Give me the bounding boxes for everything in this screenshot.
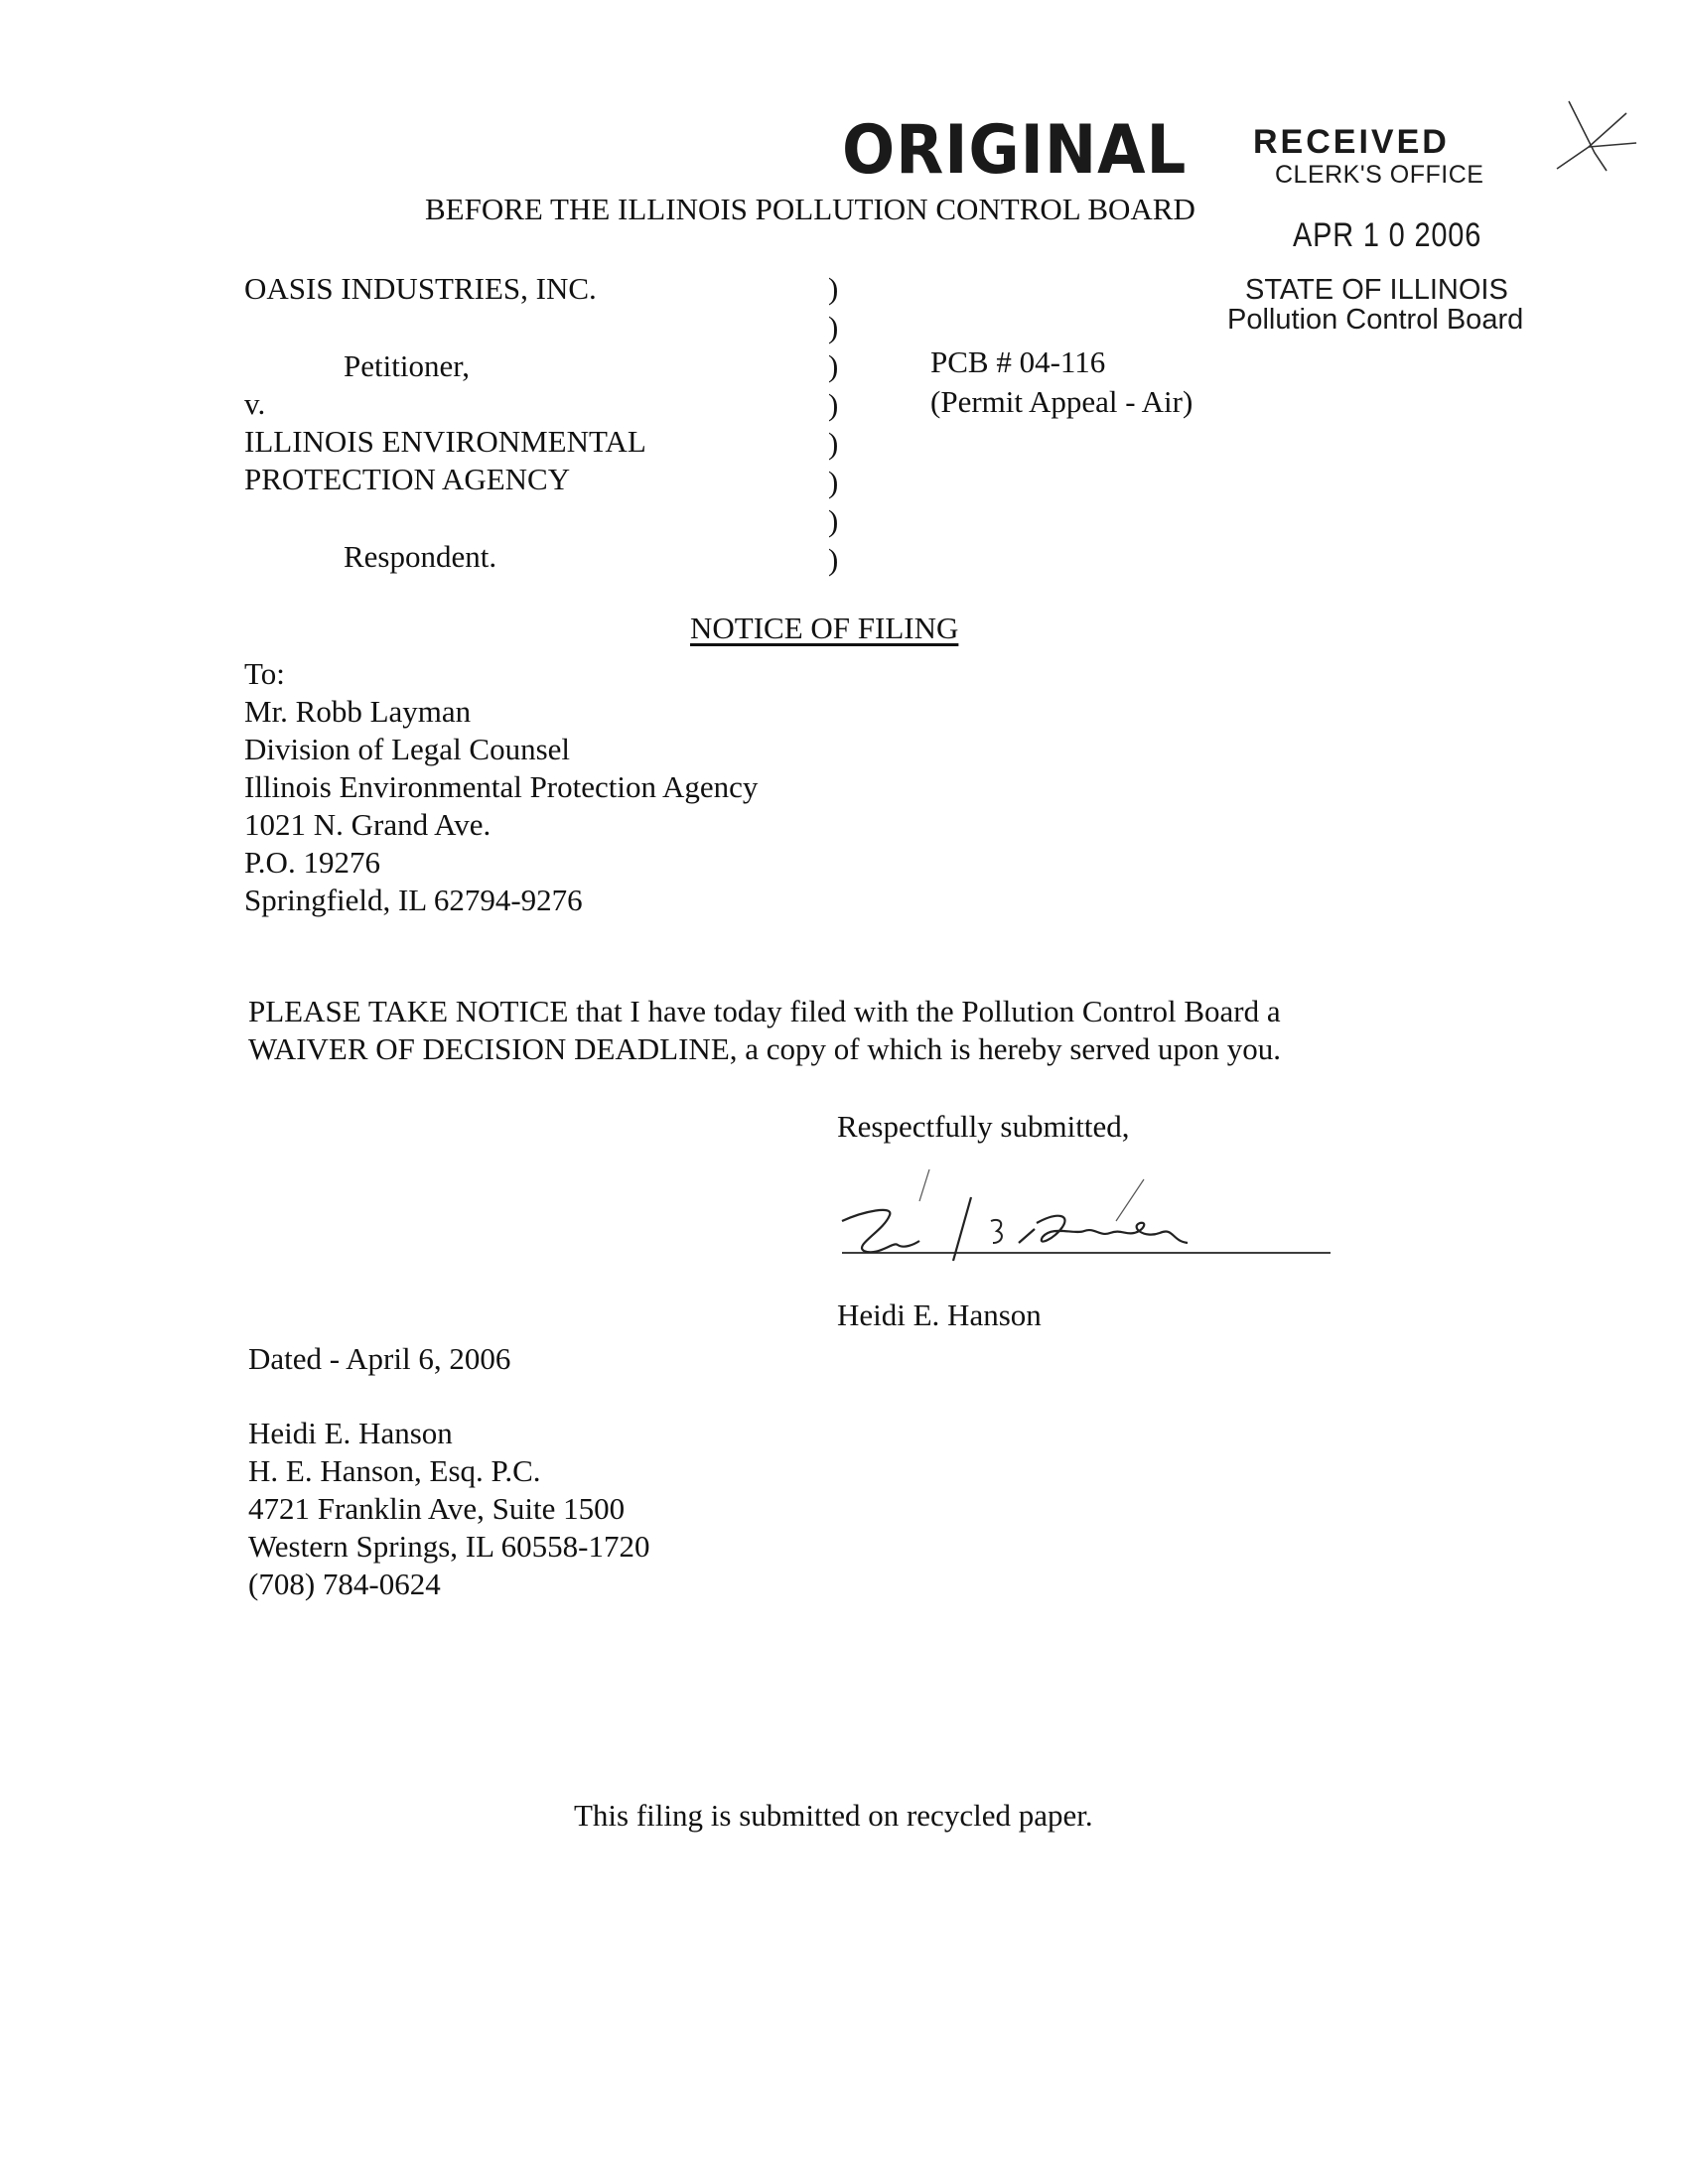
board-stamp: Pollution Control Board [1227,304,1524,336]
notice-body-line1: PLEASE TAKE NOTICE that I have today filed with the Pollution Control Board a [248,994,1281,1028]
caption-paren: ) [828,465,839,499]
clerks-office-stamp: CLERK'S OFFICE [1275,161,1484,189]
sender-firm: H. E. Hanson, Esq. P.C. [248,1453,541,1488]
sender-street: 4721 Franklin Ave, Suite 1500 [248,1491,626,1526]
state-stamp: STATE OF ILLINOIS [1245,274,1508,306]
caption-paren: ) [828,310,839,344]
recipient-street: 1021 N. Grand Ave. [244,807,491,842]
caption-paren: ) [828,542,839,577]
respondent-line1: ILLINOIS ENVIRONMENTAL [244,424,646,459]
caption-paren: ) [828,503,839,538]
recipient-division: Division of Legal Counsel [244,732,571,766]
respondent-line2: PROTECTION AGENCY [244,462,571,496]
case-type: (Permit Appeal - Air) [930,384,1193,419]
closing-text: Respectfully submitted, [837,1109,1130,1144]
document-title: NOTICE OF FILING [690,611,959,645]
notice-body-line2: WAIVER OF DECISION DEADLINE, a copy of which is hereby served upon you. [248,1031,1282,1066]
signer-name: Heidi E. Hanson [837,1297,1042,1332]
to-label: To: [244,656,285,691]
handwritten-signature [824,1161,1340,1271]
respondent-role: Respondent. [344,539,497,574]
sender-phone: (708) 784-0624 [248,1567,441,1601]
recipient-name: Mr. Robb Layman [244,694,472,729]
received-stamp: RECEIVED [1253,123,1450,161]
board-header: BEFORE THE ILLINOIS POLLUTION CONTROL BOARD [425,192,1195,226]
sender-city: Western Springs, IL 60558-1720 [248,1529,650,1564]
checkmark-x-mark [1549,95,1638,175]
dated-line: Dated - April 6, 2006 [248,1341,511,1376]
sender-name: Heidi E. Hanson [248,1416,453,1450]
petitioner-name: OASIS INDUSTRIES, INC. [244,271,597,306]
petitioner-role: Petitioner, [344,348,471,383]
recipient-city: Springfield, IL 62794-9276 [244,883,583,917]
caption-paren: ) [828,348,839,383]
versus-label: v. [244,386,266,421]
original-stamp: ORIGINAL [842,111,1188,190]
caption-paren: ) [828,387,839,422]
recipient-agency: Illinois Environmental Protection Agency [244,769,759,804]
received-date-stamp: APR 1 0 2006 [1293,216,1482,254]
caption-paren: ) [828,271,839,306]
recipient-po: P.O. 19276 [244,845,380,880]
recycled-paper-note: This filing is submitted on recycled paper. [574,1798,1093,1833]
caption-paren: ) [828,426,839,461]
case-number: PCB # 04-116 [930,344,1106,379]
